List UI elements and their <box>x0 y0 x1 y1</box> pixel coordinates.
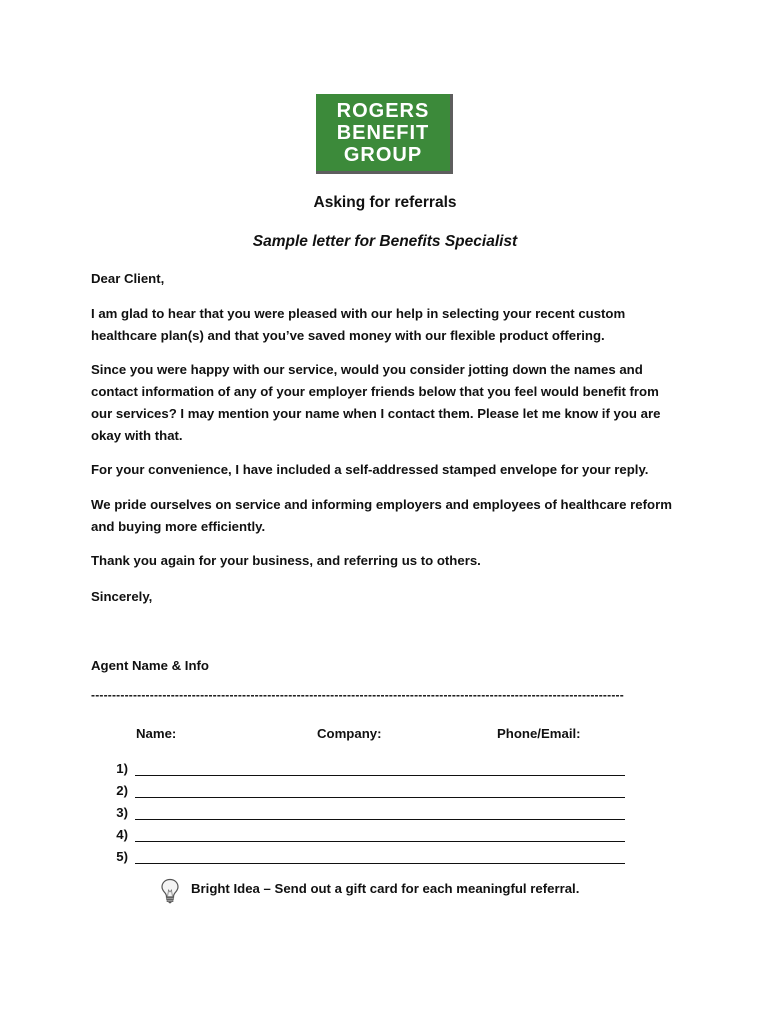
referral-row-1-blank <box>135 775 625 776</box>
document-subtitle: Sample letter for Benefits Specialist <box>252 233 518 250</box>
greeting: Dear Client, <box>91 271 165 286</box>
referral-row-number: 5) <box>116 849 128 864</box>
paragraph-thanks: Thank you again for your business, and referring us to others. <box>91 553 481 568</box>
paragraph-pride: We pride ourselves on service and informing employers and employees of healthcare reform and buying more efficiently. <box>91 497 672 534</box>
referral-row-number: 3) <box>116 805 128 820</box>
signature-line: Agent Name & Info <box>91 658 209 673</box>
lightbulb-icon <box>160 878 180 904</box>
column-header-company: Company: <box>317 726 382 741</box>
paragraph-referral-request: Since you were happy with our service, would you consider jotting down the names and contact information of any of your employer friends below that you feel would benefit from our services? I may mention your name when I contact them. Please let me know if you are okay with that. <box>91 362 661 443</box>
logo-line-3: GROUP <box>343 144 423 166</box>
bright-idea-tip: Bright Idea – Send out a gift card for each meaningful referral. <box>191 881 580 896</box>
column-header-contact: Phone/Email: <box>497 726 581 741</box>
column-header-name: Name: <box>136 726 177 741</box>
referral-row-5-blank <box>135 863 625 864</box>
referral-row-2-blank <box>135 797 625 798</box>
paragraph-convenience: For your convenience, I have included a self-addressed stamped envelope for your reply. <box>91 462 649 477</box>
separator-line: ------------------------------------------------------------------------------------------------------------------------------- <box>91 688 624 702</box>
referral-row-4-blank <box>135 841 625 842</box>
referral-row-number: 1) <box>116 761 128 776</box>
referral-row-number: 4) <box>116 827 128 842</box>
referral-row-number: 2) <box>116 783 128 798</box>
logo-line-1: ROGERS <box>336 100 430 122</box>
paragraph-glad: I am glad to hear that you were pleased with our help in selecting your recent custom healthcare plan(s) and that you’ve saved money with our flexible product offering. <box>91 306 626 343</box>
closing: Sincerely, <box>91 589 153 604</box>
document-title: Asking for referrals <box>313 194 457 211</box>
logo-line-2: BENEFIT <box>336 122 430 144</box>
referral-row-3-blank <box>135 819 625 820</box>
rogers-benefit-group-logo <box>316 94 453 174</box>
